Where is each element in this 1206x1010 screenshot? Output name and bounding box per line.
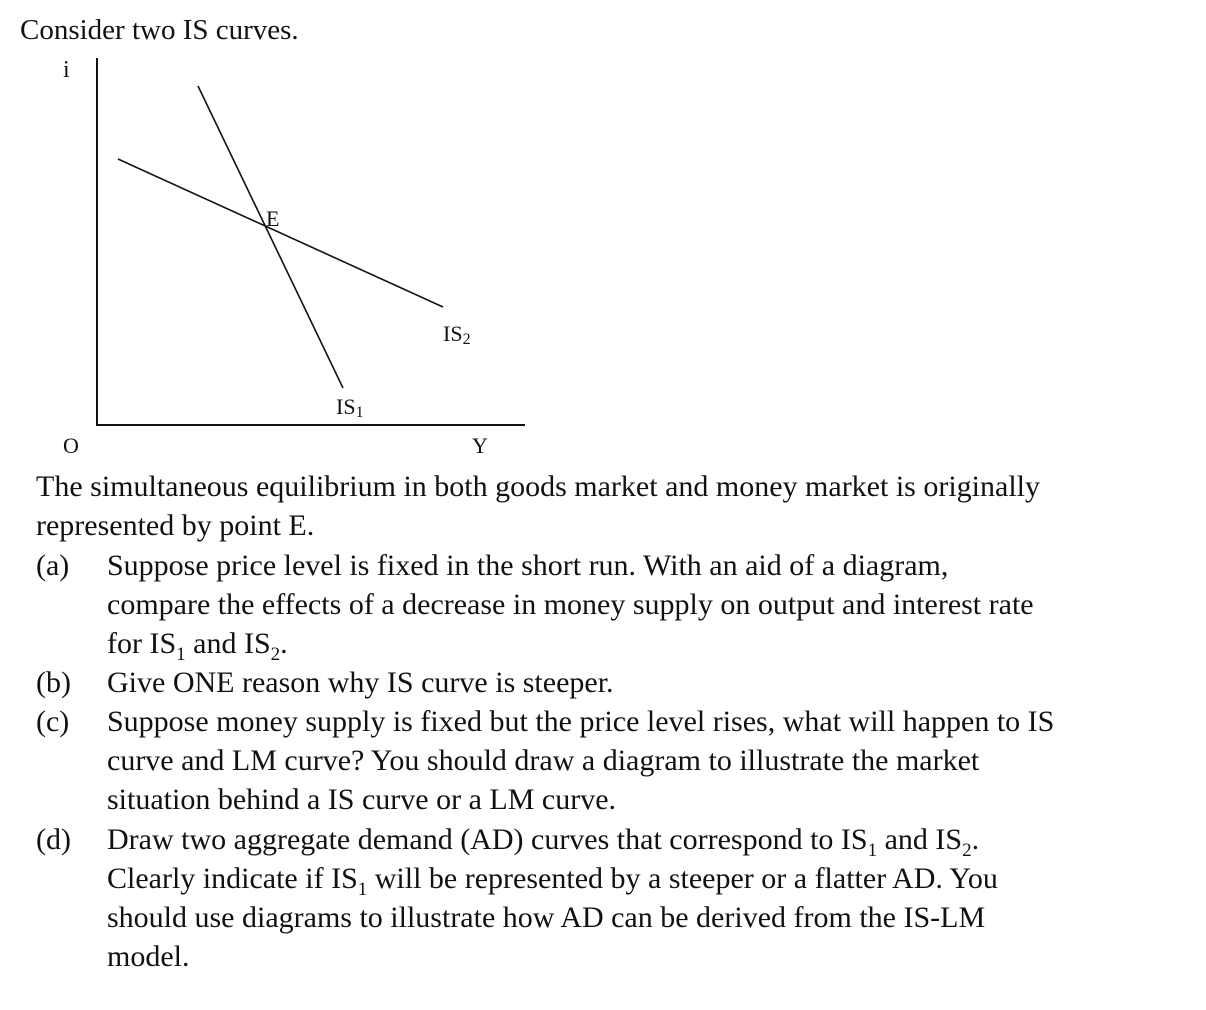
x-axis-label: Y [472,433,488,458]
origin-label: O [63,433,79,458]
paragraph-line-2: represented by point E. [36,509,315,542]
question-b-label: (b) [36,666,71,699]
question-a-label: (a) [36,549,70,582]
paragraph-line-1: The simultaneous equilibrium in both goods market and money market is originally [36,470,1040,503]
is1-curve-label: IS1 [336,394,364,421]
intro-text: Consider two IS curves. [20,14,299,46]
equilibrium-paragraph [36,467,1186,545]
y-axis-label: i [63,57,70,83]
question-a-text: Suppose price level is fixed in the short run. With an aid of a diagram, compare the effects of a decrease in money supply on output and interest rate for $IS_1$ and $IS_2$. [107,549,1034,665]
question-b-text: Give ONE reason why IS curve is steeper. [107,666,614,699]
is-curves-diagram [0,0,560,470]
is1-curve [198,86,343,388]
question-c-text: Suppose money supply is fixed but the price level rises, what will happen to IS curve and LM curve? You should draw a diagram to illustrate the market situation behind a IS curve or a LM curve. [107,705,1055,816]
is2-curve-label: IS2 [443,321,471,348]
is2-curve [118,159,443,307]
question-d-label: (d) [36,823,71,856]
question-d-text: Draw two aggregate demand (AD) curves that correspond to $IS_1$ and $IS_2$. Clearly indicate if $IS_1$ will be represented by a steeper or a flatter AD. You should use diagrams to illustrate how AD can be derived from the IS-LM model. [107,823,998,973]
question-c-label: (c) [36,705,70,738]
equilibrium-label: E [266,206,280,231]
